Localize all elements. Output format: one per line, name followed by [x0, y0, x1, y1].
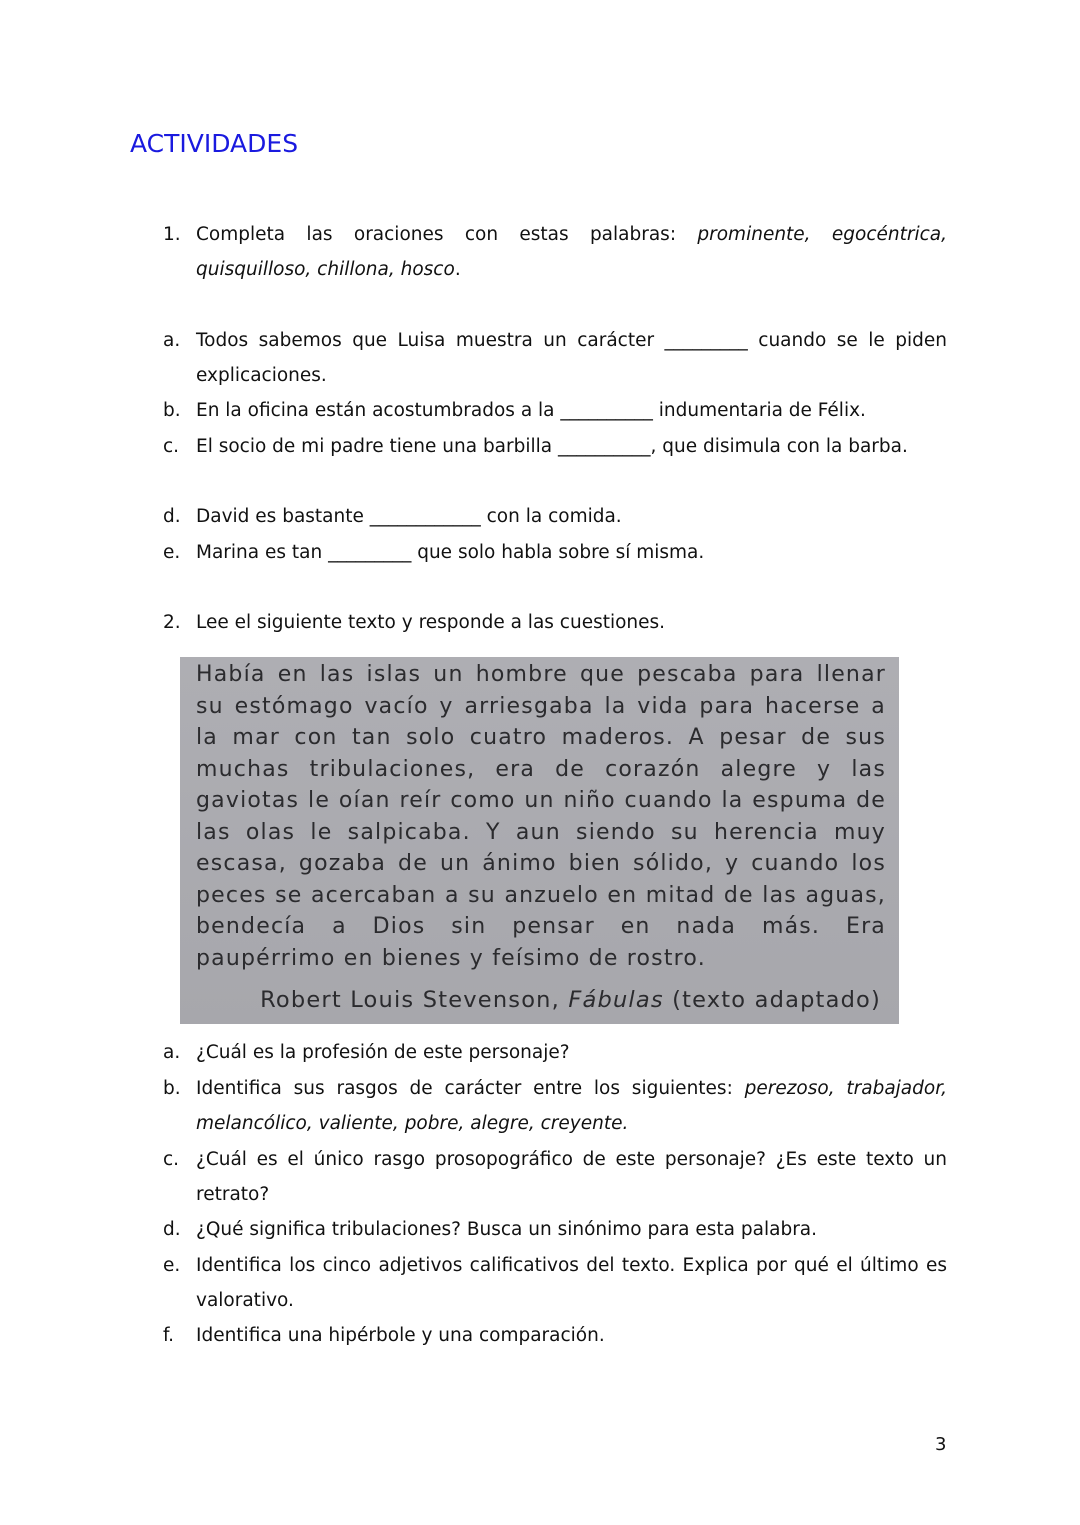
- item-label: e.: [163, 1255, 181, 1276]
- q2-item-c: [163, 1142, 947, 1213]
- item-label: b.: [163, 400, 181, 421]
- item-label: a.: [163, 1042, 181, 1063]
- question-number: 2.: [163, 612, 181, 633]
- question-prompt: Completa las oraciones con estas palabras:: [196, 224, 698, 245]
- q1-item-c: [163, 429, 947, 464]
- source-author: Robert Louis Stevenson,: [260, 987, 569, 1013]
- source-work: Fábulas: [568, 987, 664, 1013]
- excerpt-image: [180, 657, 899, 1024]
- q1-item-d: [163, 499, 947, 534]
- item-label: a.: [163, 330, 181, 351]
- excerpt-source: [260, 987, 881, 1013]
- question-2: [163, 605, 947, 640]
- question-number: 1.: [163, 224, 181, 245]
- item-text: Todos sabemos que Luisa muestra un carácter _________ cuando se le piden explicaciones.: [196, 330, 947, 387]
- item-label: c.: [163, 436, 180, 457]
- q2-item-b: [163, 1071, 947, 1142]
- item-label: c.: [163, 1149, 180, 1170]
- question-prompt: Lee el siguiente texto y responde a las cuestiones.: [196, 612, 666, 633]
- q1-item-e: [163, 535, 947, 570]
- item-text: ¿Qué significa tribulaciones? Busca un sinónimo para esta palabra.: [196, 1219, 818, 1240]
- item-label: d.: [163, 506, 181, 527]
- item-text: Identifica una hipérbole y una comparación.: [196, 1325, 605, 1346]
- item-text: David es bastante ____________ con la comida.: [196, 506, 622, 527]
- item-text: El socio de mi padre tiene una barbilla __________, que disimula con la barba.: [196, 436, 908, 457]
- item-label: b.: [163, 1078, 181, 1099]
- q2-item-f: [163, 1318, 947, 1353]
- source-note: (texto adaptado): [663, 987, 881, 1013]
- q2-item-a: [163, 1035, 947, 1070]
- q2-item-e: [163, 1248, 947, 1319]
- item-label: f.: [163, 1325, 175, 1346]
- page-number: 3: [935, 1434, 947, 1455]
- word-list: prominente, egocéntrica, quisquilloso, chillona, hosco: [196, 224, 948, 281]
- q2-item-d: [163, 1212, 947, 1247]
- question-1: [163, 217, 947, 288]
- item-text: En la oficina están acostumbrados a la __________ indumentaria de Félix.: [196, 400, 866, 421]
- item-text: ¿Cuál es la profesión de este personaje?: [196, 1042, 570, 1063]
- excerpt-text: Había en las islas un hombre que pescaba para llenar su estómago vacío y arriesgaba la vida para hacerse a la mar con tan solo cuatro maderos. A pesar de sus muchas tribulaciones, era de corazón alegre y las gaviotas le oían reír como un niño cuando la espuma de las olas le salpicaba. Y aun siendo su herencia muy escasa, gozaba de un ánimo bien sólido, y cuando los peces se acercaban a su anzuelo en mitad de las aguas, bendecía a Dios sin pensar en nada más. Era paupérrimo en bienes y feísimo de rostro.: [196, 662, 886, 971]
- item-text: Identifica sus rasgos de carácter entre los siguientes:: [196, 1078, 745, 1099]
- item-text: Marina es tan _________ que solo habla sobre sí misma.: [196, 542, 705, 563]
- q1-item-a: [163, 323, 947, 394]
- item-label: e.: [163, 542, 181, 563]
- trait-list: perezoso, trabajador, melancólico, valiente, pobre, alegre, creyente.: [196, 1078, 947, 1135]
- item-text: ¿Cuál es el único rasgo prosopográfico de este personaje? ¿Es este texto un retrato?: [196, 1149, 947, 1206]
- item-text: Identifica los cinco adjetivos calificativos del texto. Explica por qué el último es valorativo.: [196, 1255, 947, 1312]
- punctuation: .: [454, 259, 461, 281]
- q1-item-b: [163, 393, 947, 428]
- page-title: ACTIVIDADES: [130, 129, 299, 158]
- item-label: d.: [163, 1219, 181, 1240]
